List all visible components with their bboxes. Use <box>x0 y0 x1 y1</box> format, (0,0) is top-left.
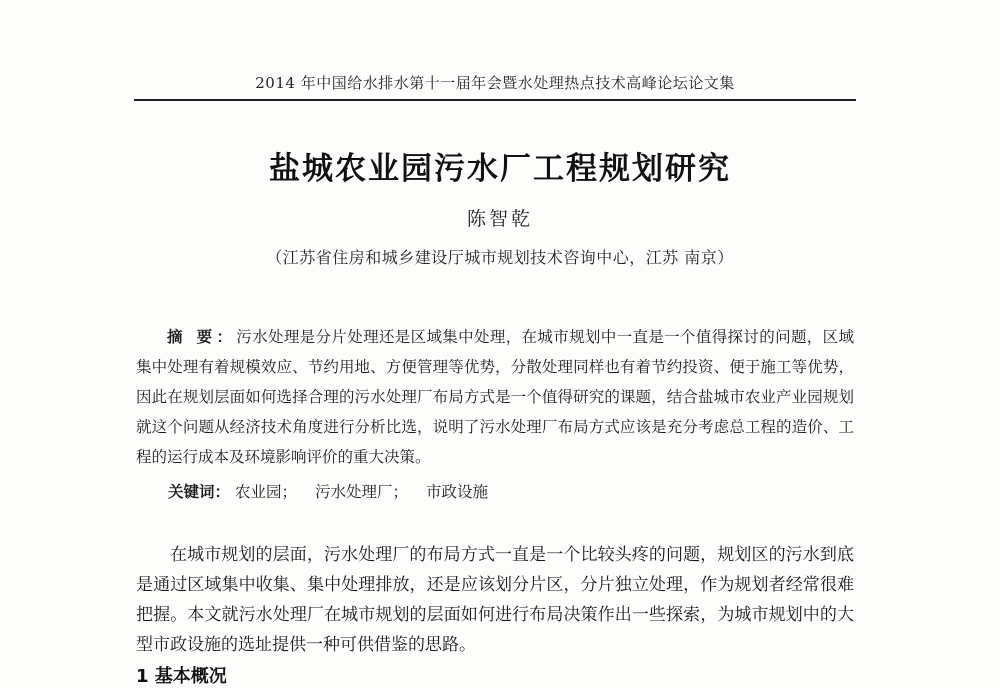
header-rule <box>134 99 856 101</box>
author-affiliation: （江苏省住房和城乡建设厅城市规划技术咨询中心，江苏 南京） <box>266 248 734 267</box>
keyword-item: 市政设施 <box>425 483 488 501</box>
intro-paragraph: 在城市规划的层面，污水处理厂的布局方式一直是一个比较头疼的问题，规划区的污水到底是通过区域集中收集、集中处理排放，还是应该划分片区，分片独立处理，作为规划者经常很难把握。本文就污水处理厂在城市规划的层面如何进行布局决策作出一些探索，为城市规划中的大型市政设施的选址提供一种可供借鉴的思路。 <box>136 545 854 655</box>
author-name: 陈智乾 <box>466 208 533 230</box>
abstract <box>136 322 854 472</box>
section-heading: 1 基本概况 <box>136 666 227 687</box>
keyword-item: 农业园； <box>234 483 297 501</box>
keywords <box>168 480 506 502</box>
running-header: 2014 年中国给水排水第十一届年会暨水处理热点技术高峰论坛论文集 <box>255 74 735 92</box>
abstract-label: 摘 要： <box>167 328 237 346</box>
paper-title: 盐城农业园污水厂工程规划研究 <box>269 151 731 187</box>
keywords-label: 关键词： <box>168 483 231 501</box>
abstract-text: 污水处理是分片处理还是区域集中处理，在城市规划中一直是一个值得探讨的问题，区域集中处理有着规模效应、节约用地、方便管理等优势，分散处理同样也有着节约投资、便于施工等优势，因此在规划层面如何选择合理的污水处理厂布局方式是一个值得研究的课题，结合盐城市农业产业园规划就这个问题从经济技术角度进行分析比选，说明了污水处理厂布局方式应该是充分考虑总工程的造价、工程的运行成本及环境影响评价的重大决策。 <box>136 328 854 466</box>
keyword-item: 污水处理厂； <box>314 483 408 501</box>
